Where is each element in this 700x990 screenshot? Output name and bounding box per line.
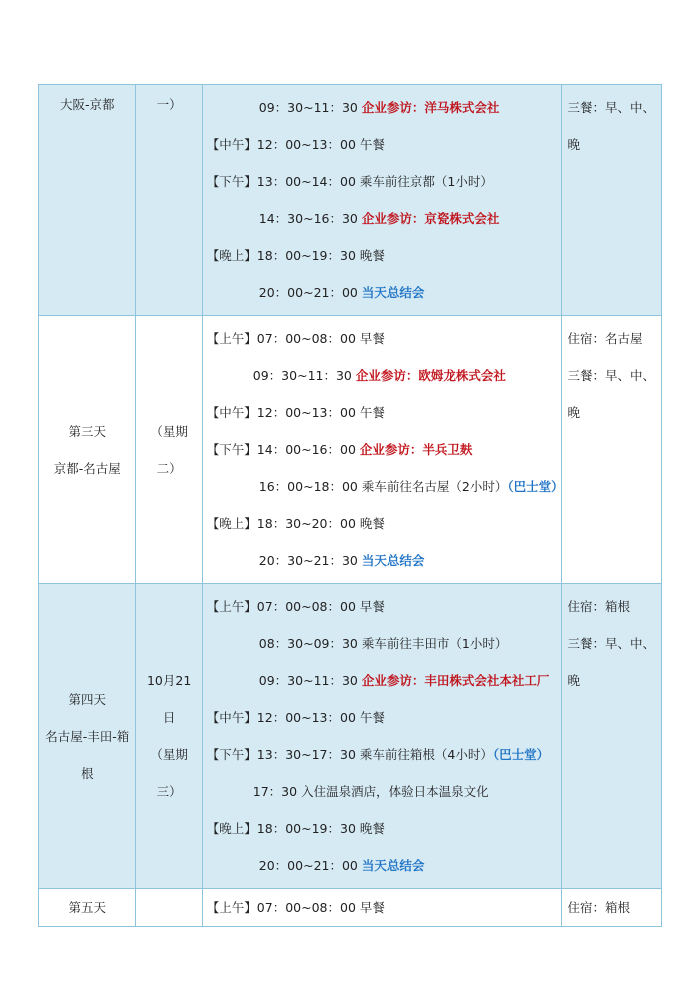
- accommodation-cell: [561, 584, 662, 889]
- activity-line: [203, 320, 561, 357]
- activity-text: 晚餐: [359, 821, 385, 836]
- activity-text: 企业参访：欧姆龙株式会社: [355, 368, 506, 383]
- activities-cell: [202, 316, 564, 584]
- activity-time: 18：30~20：00: [256, 516, 356, 531]
- activity-period: 【晚上】: [206, 516, 257, 531]
- activity-line: [203, 847, 561, 884]
- activity-text: 企业参访：洋马株式会社: [361, 100, 500, 115]
- activity-time: 12：00~13：00: [256, 710, 356, 725]
- activity-line: [203, 588, 561, 625]
- activity-period: 【中午】: [206, 710, 257, 725]
- accommodation-line: 晚: [567, 137, 581, 152]
- activity-line: [203, 126, 561, 163]
- location-text: 大阪-京都: [59, 97, 115, 112]
- activity-line: [203, 662, 561, 699]
- accommodation-cell: [561, 85, 662, 316]
- activities-cell: [202, 85, 561, 316]
- itinerary-table: [38, 84, 662, 927]
- accommodation-line: 住宿：名古屋: [567, 331, 643, 346]
- accommodation-line: 住宿：箱根: [567, 900, 631, 915]
- activity-time: 07：00~08：00: [256, 331, 356, 346]
- day-label: 第五天: [68, 900, 106, 915]
- activity-period: 【上午】: [206, 900, 257, 915]
- day-label: 第四天: [68, 691, 106, 707]
- accommodation-line: 三餐：早、中、: [567, 100, 656, 115]
- accommodation-line: 晚: [567, 673, 581, 688]
- activity-text: 企业参访：京瓷株式会社: [361, 211, 500, 226]
- activity-text: 当天总结会: [361, 285, 425, 300]
- accommodation-line: 晚: [567, 405, 581, 420]
- activity-text: 乘车前往箱根（4小时）: [359, 747, 493, 762]
- activity-line: [203, 431, 561, 468]
- activity-time: 14：30~16：30: [258, 211, 358, 226]
- activity-period: 【中午】: [206, 405, 257, 420]
- activity-text: 早餐: [359, 331, 385, 346]
- activity-period: 【下午】: [206, 174, 257, 189]
- date-cell: [136, 85, 202, 316]
- activity-time: 07：00~08：00: [256, 599, 356, 614]
- itinerary-row-day5: [39, 889, 662, 927]
- activity-time: 14：00~16：00: [256, 442, 356, 457]
- activity-text: 当天总结会: [361, 553, 425, 568]
- activity-time: 18：00~19：30: [256, 248, 356, 263]
- date-cell: [136, 316, 202, 584]
- activity-line: [203, 200, 561, 237]
- accommodation-line: 三餐：早、中、: [567, 368, 656, 383]
- activity-text: 晚餐: [359, 516, 385, 531]
- activity-time: 13：00~14：00: [256, 174, 356, 189]
- activity-period: 【晚上】: [206, 248, 257, 263]
- activity-line: [203, 163, 561, 200]
- activity-text: 乘车前往丰田市（1小时）: [361, 636, 508, 651]
- activity-line: [203, 468, 564, 505]
- bus-note: （巴士堂）: [507, 479, 564, 494]
- activity-text: 晚餐: [359, 248, 385, 263]
- activity-time: 18：00~19：30: [256, 821, 356, 836]
- accommodation-cell: [561, 889, 662, 927]
- activity-text: 当天总结会: [361, 858, 425, 873]
- activity-time: 20：30~21：30: [258, 553, 358, 568]
- itinerary-row-osaka-kyoto: [39, 85, 662, 316]
- activity-line: [203, 505, 561, 542]
- activity-text: 早餐: [359, 900, 385, 915]
- activity-period: 【晚上】: [206, 821, 257, 836]
- date-text: 日: [162, 710, 176, 725]
- activity-line: [203, 542, 561, 579]
- date-cell: [136, 889, 202, 927]
- date-text: 二）: [156, 460, 182, 476]
- date-text: 10月21: [146, 673, 192, 688]
- accommodation-line: 三餐：早、中、: [567, 636, 656, 651]
- location-cell: [39, 316, 136, 584]
- accommodation-line: 住宿：箱根: [567, 599, 631, 614]
- activity-time: 16：00~18：00: [258, 479, 358, 494]
- activity-period: 【下午】: [206, 747, 257, 762]
- date-cell: [136, 584, 202, 889]
- activity-line: [203, 773, 561, 810]
- activity-time: 07：00~08：00: [256, 900, 356, 915]
- location-text: 名古屋-丰田-箱: [45, 728, 130, 744]
- activity-period: 【中午】: [206, 137, 257, 152]
- activity-time: 09：30~11：30: [252, 368, 352, 383]
- activity-line: [203, 394, 561, 431]
- activity-time: 09：30~11：30: [258, 673, 358, 688]
- activity-line: [203, 699, 561, 736]
- activity-time: 09：30~11：30: [258, 100, 358, 115]
- activity-period: 【上午】: [206, 599, 257, 614]
- activity-line: [203, 889, 561, 926]
- activity-line: [203, 357, 561, 394]
- activity-text: 乘车前往京都（1小时）: [359, 174, 493, 189]
- activity-time: 12：00~13：00: [256, 137, 356, 152]
- location-cell: [39, 85, 136, 316]
- activity-text: 午餐: [359, 710, 385, 725]
- activity-text: 乘车前往名古屋（2小时）: [361, 479, 508, 494]
- location-cell: [39, 584, 136, 889]
- date-text: （星期: [150, 423, 188, 439]
- activity-time: 20：00~21：00: [258, 285, 358, 300]
- activity-text: 午餐: [359, 137, 385, 152]
- activity-text: 企业参访：半兵卫麸: [359, 442, 473, 457]
- activity-line: [203, 274, 561, 311]
- activity-text: 入住温泉酒店，体验日本温泉文化: [301, 784, 489, 799]
- activities-cell: [202, 889, 561, 927]
- activity-line: [203, 625, 561, 662]
- activity-line: [203, 810, 561, 847]
- activity-period: 【下午】: [206, 442, 257, 457]
- activity-line: [203, 736, 561, 773]
- activities-cell: [202, 584, 561, 889]
- activity-line: [203, 89, 561, 126]
- activity-time: 17：30: [252, 784, 298, 799]
- location-text: 根: [80, 765, 94, 781]
- location-text: 京都-名古屋: [53, 460, 121, 476]
- activity-time: 08：30~09：30: [258, 636, 358, 651]
- activity-text: 午餐: [359, 405, 385, 420]
- itinerary-row-day4: [39, 584, 662, 889]
- bus-note: （巴士堂）: [492, 747, 550, 762]
- date-text: 一）: [156, 97, 182, 112]
- activity-time: 12：00~13：00: [256, 405, 356, 420]
- activity-text: 早餐: [359, 599, 385, 614]
- activity-time: 20：00~21：00: [258, 858, 358, 873]
- location-cell: [39, 889, 136, 927]
- day-label: 第三天: [68, 423, 106, 439]
- activity-period: 【上午】: [206, 331, 257, 346]
- accommodation-cell: [561, 316, 662, 584]
- date-text: （星期: [150, 747, 188, 762]
- activity-time: 13：30~17：30: [256, 747, 356, 762]
- activity-text: 企业参访：丰田株式会社本社工厂: [361, 673, 550, 688]
- itinerary-row-day3: [39, 316, 662, 584]
- date-text: 三）: [156, 784, 182, 799]
- activity-line: [203, 237, 561, 274]
